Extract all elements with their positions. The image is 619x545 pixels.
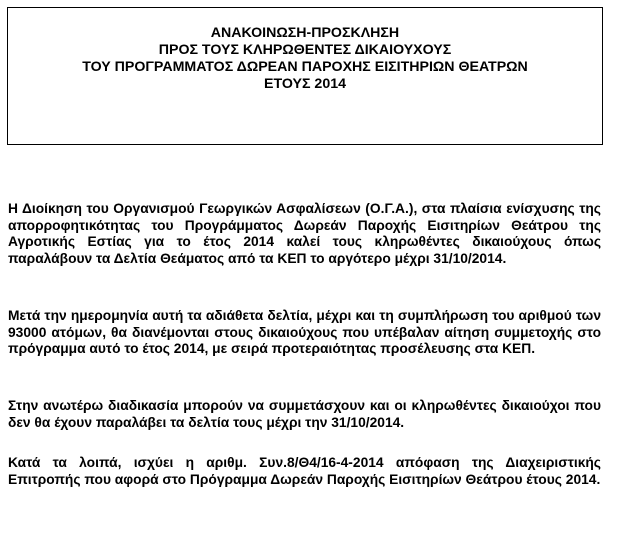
paragraph-unclaimed-tickets: Μετά την ημερομηνία αυτή τα αδιάθετα δελτία, μέχρι και τη συμπλήρωση του αριθμού των 93000 ατόμων, θα διανέμονται στους δικαιούχους που υπέβαλαν αίτηση συμμετοχής στο πρόγραμμα αυτό το έτος 2014, με σειρά προτεραιότητας προσέλευσης στα ΚΕΠ. — [8, 308, 601, 357]
title-line-2: ΠΡΟΣ ΤΟΥΣ ΚΛΗΡΩΘΕΝΤΕΣ ΔΙΚΑΙΟΥΧΟΥΣ — [158, 42, 452, 58]
title-box — [7, 7, 603, 145]
title-line-3: ΤΟΥ ΠΡΟΓΡΑΜΜΑΤΟΣ ΔΩΡΕΑΝ ΠΑΡΟΧΗΣ ΕΙΣΙΤΗΡΙΩΝ ΘΕΑΤΡΩΝ — [82, 59, 528, 75]
paragraph-decision-reference: Κατά τα λοιπά, ισχύει η αριθμ. Συν.8/Θ4/16-4-2014 απόφαση της Διαχειριστικής Επιτροπής που αφορά στο Πρόγραμμα Δωρεάν Παροχής Εισιτηρίων Θεάτρου έτους 2014. — [8, 455, 601, 487]
paragraph-participation: Στην ανωτέρω διαδικασία μπορούν να συμμετάσχουν και οι κληρωθέντες δικαιούχοι που δεν θα έχουν παραλάβει τα δελτία τους μέχρι την 31/10/2014. — [8, 398, 601, 430]
title-line-4: ΕΤΟΥΣ 2014 — [264, 76, 346, 92]
title-line-1: ΑΝΑΚΟΙΝΩΣΗ-ΠΡΟΣΚΛΗΣΗ — [210, 25, 400, 41]
paragraph-announcement: Η Διοίκηση του Οργανισμού Γεωργικών Ασφαλίσεων (Ο.Γ.Α.), στα πλαίσια ενίσχυσης της απορροφητικότητας του Προγράμματος Δωρεάν Παροχής Εισιτηρίων Θεάτρου της Αγροτικής Εστίας για το έτος 2014 καλεί τους κληρωθέντες δικαιούχους όπως παραλάβουν τα Δελτία Θεάματος από τα ΚΕΠ το αργότερο μέχρι 31/10/2014. — [8, 201, 601, 266]
